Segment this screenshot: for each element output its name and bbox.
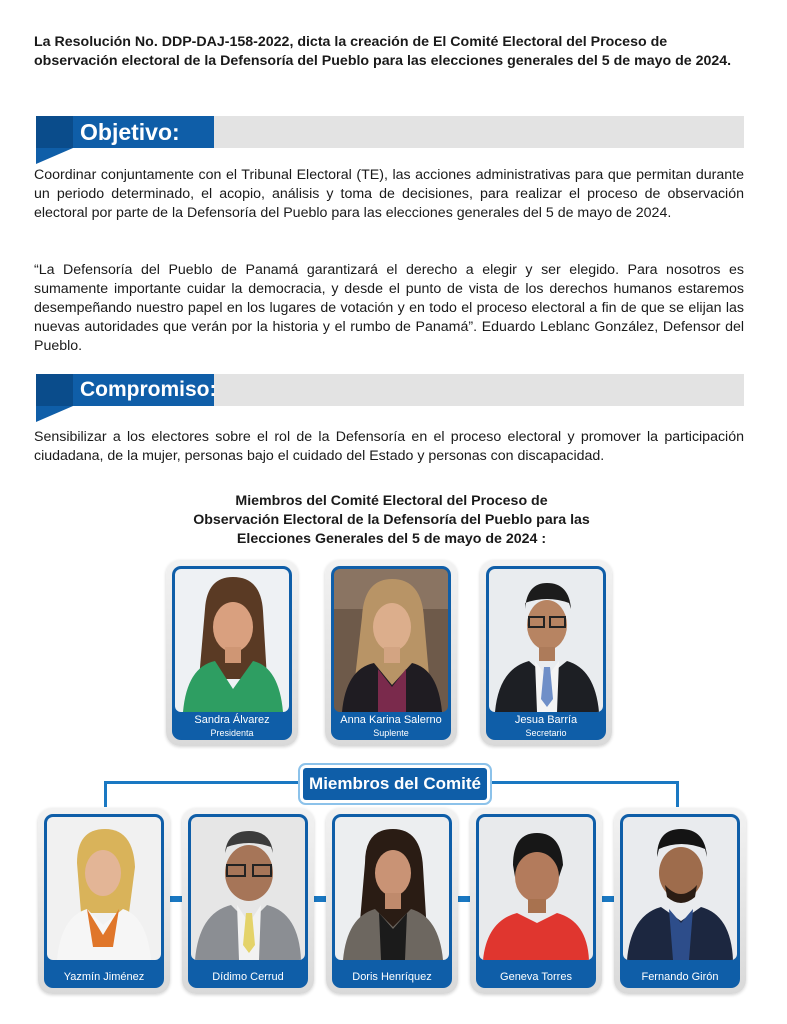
members-title-line: Elecciones Generales del 5 de mayo de 2024 : [236,531,547,547]
member-name: Dídimo Cerrud [212,971,284,983]
member-role: Suplente [373,728,409,738]
member-name: Yazmín Jiménez [63,971,145,983]
portrait-photo [335,817,449,960]
member-card-anna-karina-salerno [325,560,457,746]
header-tab-accent [36,374,73,406]
member-name: Sandra Álvarez [194,714,270,726]
quote-paragraph: “La Defensoría del Pueblo de Panamá garantizará el derecho a elegir y ser elegido. Para nosotros es sumamente importante cuidar la democracia, y desde el punto de vista de los derechos humanos estaremos desempeñando nuestro papel en los lugares de votación y en todo el proceso electoral a fin de que se elijan las nuevas autoridades que verán por la historia y el rumbo de Panamá”. Eduardo Leblanc González, Defensor del Pueblo. [34,262,744,354]
member-role: Presidenta [210,728,254,738]
member-name: Jesua Barría [514,714,578,726]
member-card-doris-henriquez [326,808,458,994]
portrait-photo [623,817,737,960]
compromiso-paragraph: Sensibilizar a los electores sobre el rol de la Defensoría en el proceso electoral y promover la participación ciudadana, de la mujer, personas bajo el cuidado del Estado y personas con discapacidad. [34,429,744,464]
header-tab-tail [36,148,73,164]
member-name: Fernando Girón [641,971,719,983]
header-bar-background [186,116,744,148]
member-card-sandra-alvarez [166,560,298,746]
member-card-didimo-cerrud [182,808,314,994]
header-tab-tail [36,406,73,422]
header-bar-background [214,374,744,406]
connector-line-left [104,781,107,807]
objetivo-paragraph: Coordinar conjuntamente con el Tribunal Electoral (TE), las acciones administrativas para que permitan durante un periodo determinado, el acopio, análisis y toma de decisiones, para realizar el proceso de observación electoral por parte de la Defensoría del Pueblo para las elecciones generales del 5 de mayo de 2024. [34,167,744,221]
member-card-fernando-giron [614,808,746,994]
member-name: Geneva Torres [500,971,572,983]
members-title-line: Miembros del Comité Electoral del Proceso de [235,493,548,509]
committee-banner-label: Miembros del Comité [309,774,481,793]
member-name: Anna Karina Salerno [340,714,442,726]
resolution-intro: La Resolución No. DDP-DAJ-158-2022, dicta la creación de El Comité Electoral del Proceso de observación electoral de la Defensoría del Pueblo para las elecciones generales del 5 de mayo de 2024. [34,34,732,69]
compromiso-header [36,374,744,406]
members-title [120,492,663,549]
connector-line-right [676,781,679,807]
member-role: Secretario [525,728,567,738]
members-title-line: Observación Electoral de la Defensoría del Pueblo para las [193,512,590,528]
member-card-yazmin-jimenez [38,808,170,994]
objetivo-header [36,116,744,148]
member-card-geneva-torres [470,808,602,994]
portrait-photo [489,569,603,712]
member-card-jesua-barria [480,560,612,746]
portrait-photo [334,569,448,712]
committee-banner [303,768,487,800]
portrait-photo [191,817,305,960]
compromiso-heading: Compromiso: [80,378,217,401]
portrait-photo [479,817,593,960]
portrait-photo [47,817,161,960]
objetivo-heading: Objetivo: [80,119,180,145]
header-tab-accent [36,116,73,148]
member-name: Doris Henríquez [352,971,432,983]
portrait-photo [175,569,289,712]
